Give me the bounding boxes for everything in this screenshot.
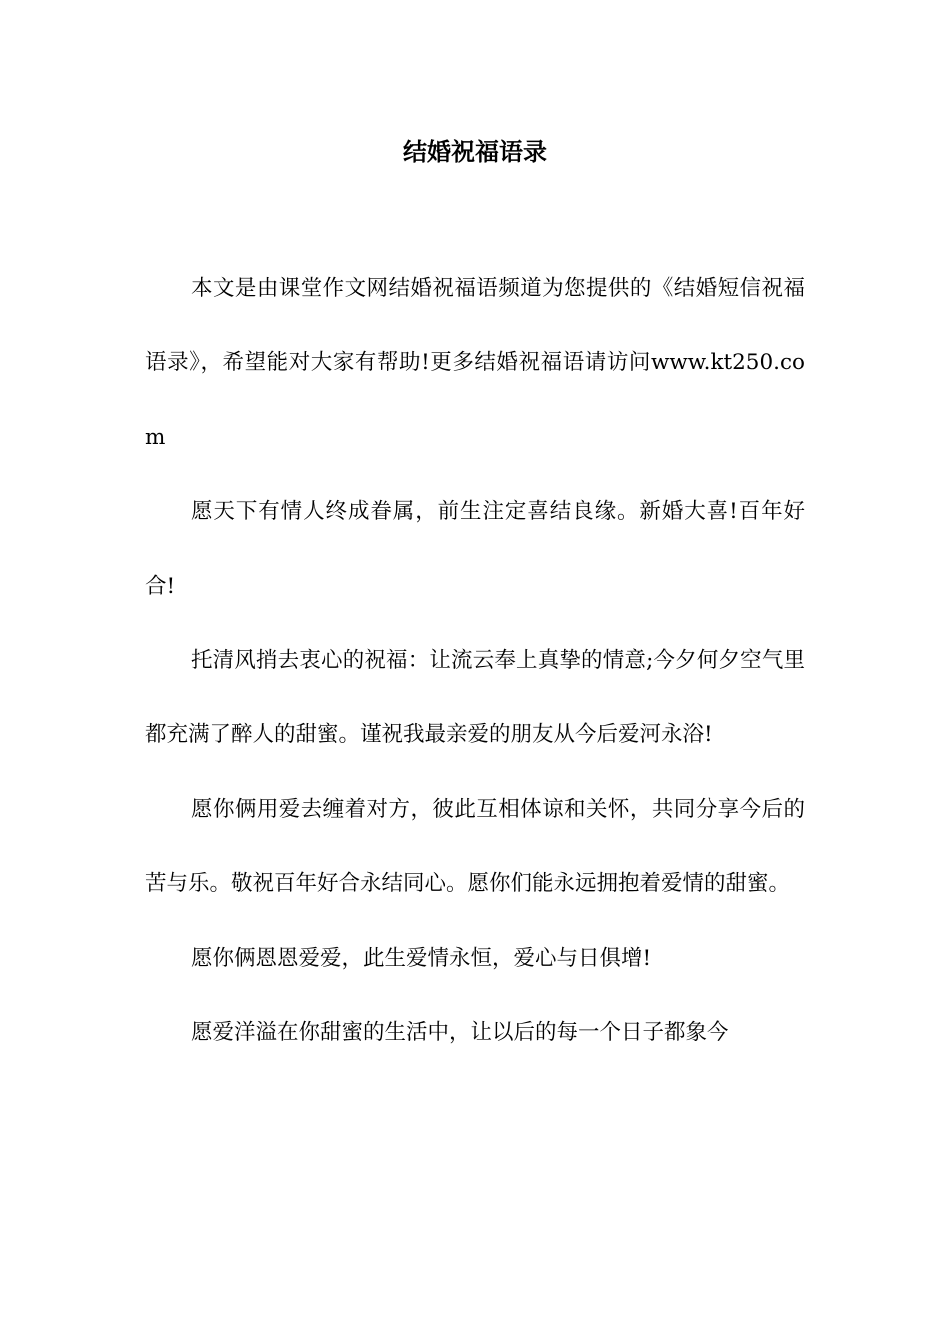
blessing-paragraph-4: 愿你俩恩恩爱爱，此生爱情永恒，爱心与日俱增!	[191, 945, 652, 971]
document-body	[145, 252, 805, 1070]
document-title: 结婚祝福语录	[403, 138, 547, 166]
blessing-paragraph-1: 愿天下有情人终成眷属，前生注定喜结良缘。新婚大喜!百年好合!	[145, 499, 805, 599]
intro-text: 本文是由课堂作文网结婚祝福语频道为您提供的《结婚短信祝福语录》，希望能对大家有帮助!更多结婚祝福语请访问	[145, 276, 805, 376]
blessing-paragraph-2: 托清风捎去衷心的祝福：让流云奉上真挚的情意;今夕何夕空气里都充满了醉人的甜蜜。谨祝我最亲爱的朋友从今后爱河永浴!	[145, 648, 805, 748]
blessing-paragraph-5: 愿爱洋溢在你甜蜜的生活中，让以后的每一个日子都象今	[191, 1020, 729, 1046]
blessing-paragraph-3: 愿你俩用爱去缠着对方，彼此互相体谅和关怀，共同分享今后的苦与乐。敬祝百年好合永结同心。愿你们能永远拥抱着爱情的甜蜜。	[145, 796, 805, 897]
website-url: www.kt250.com	[145, 350, 805, 450]
intro-paragraph	[145, 252, 805, 475]
